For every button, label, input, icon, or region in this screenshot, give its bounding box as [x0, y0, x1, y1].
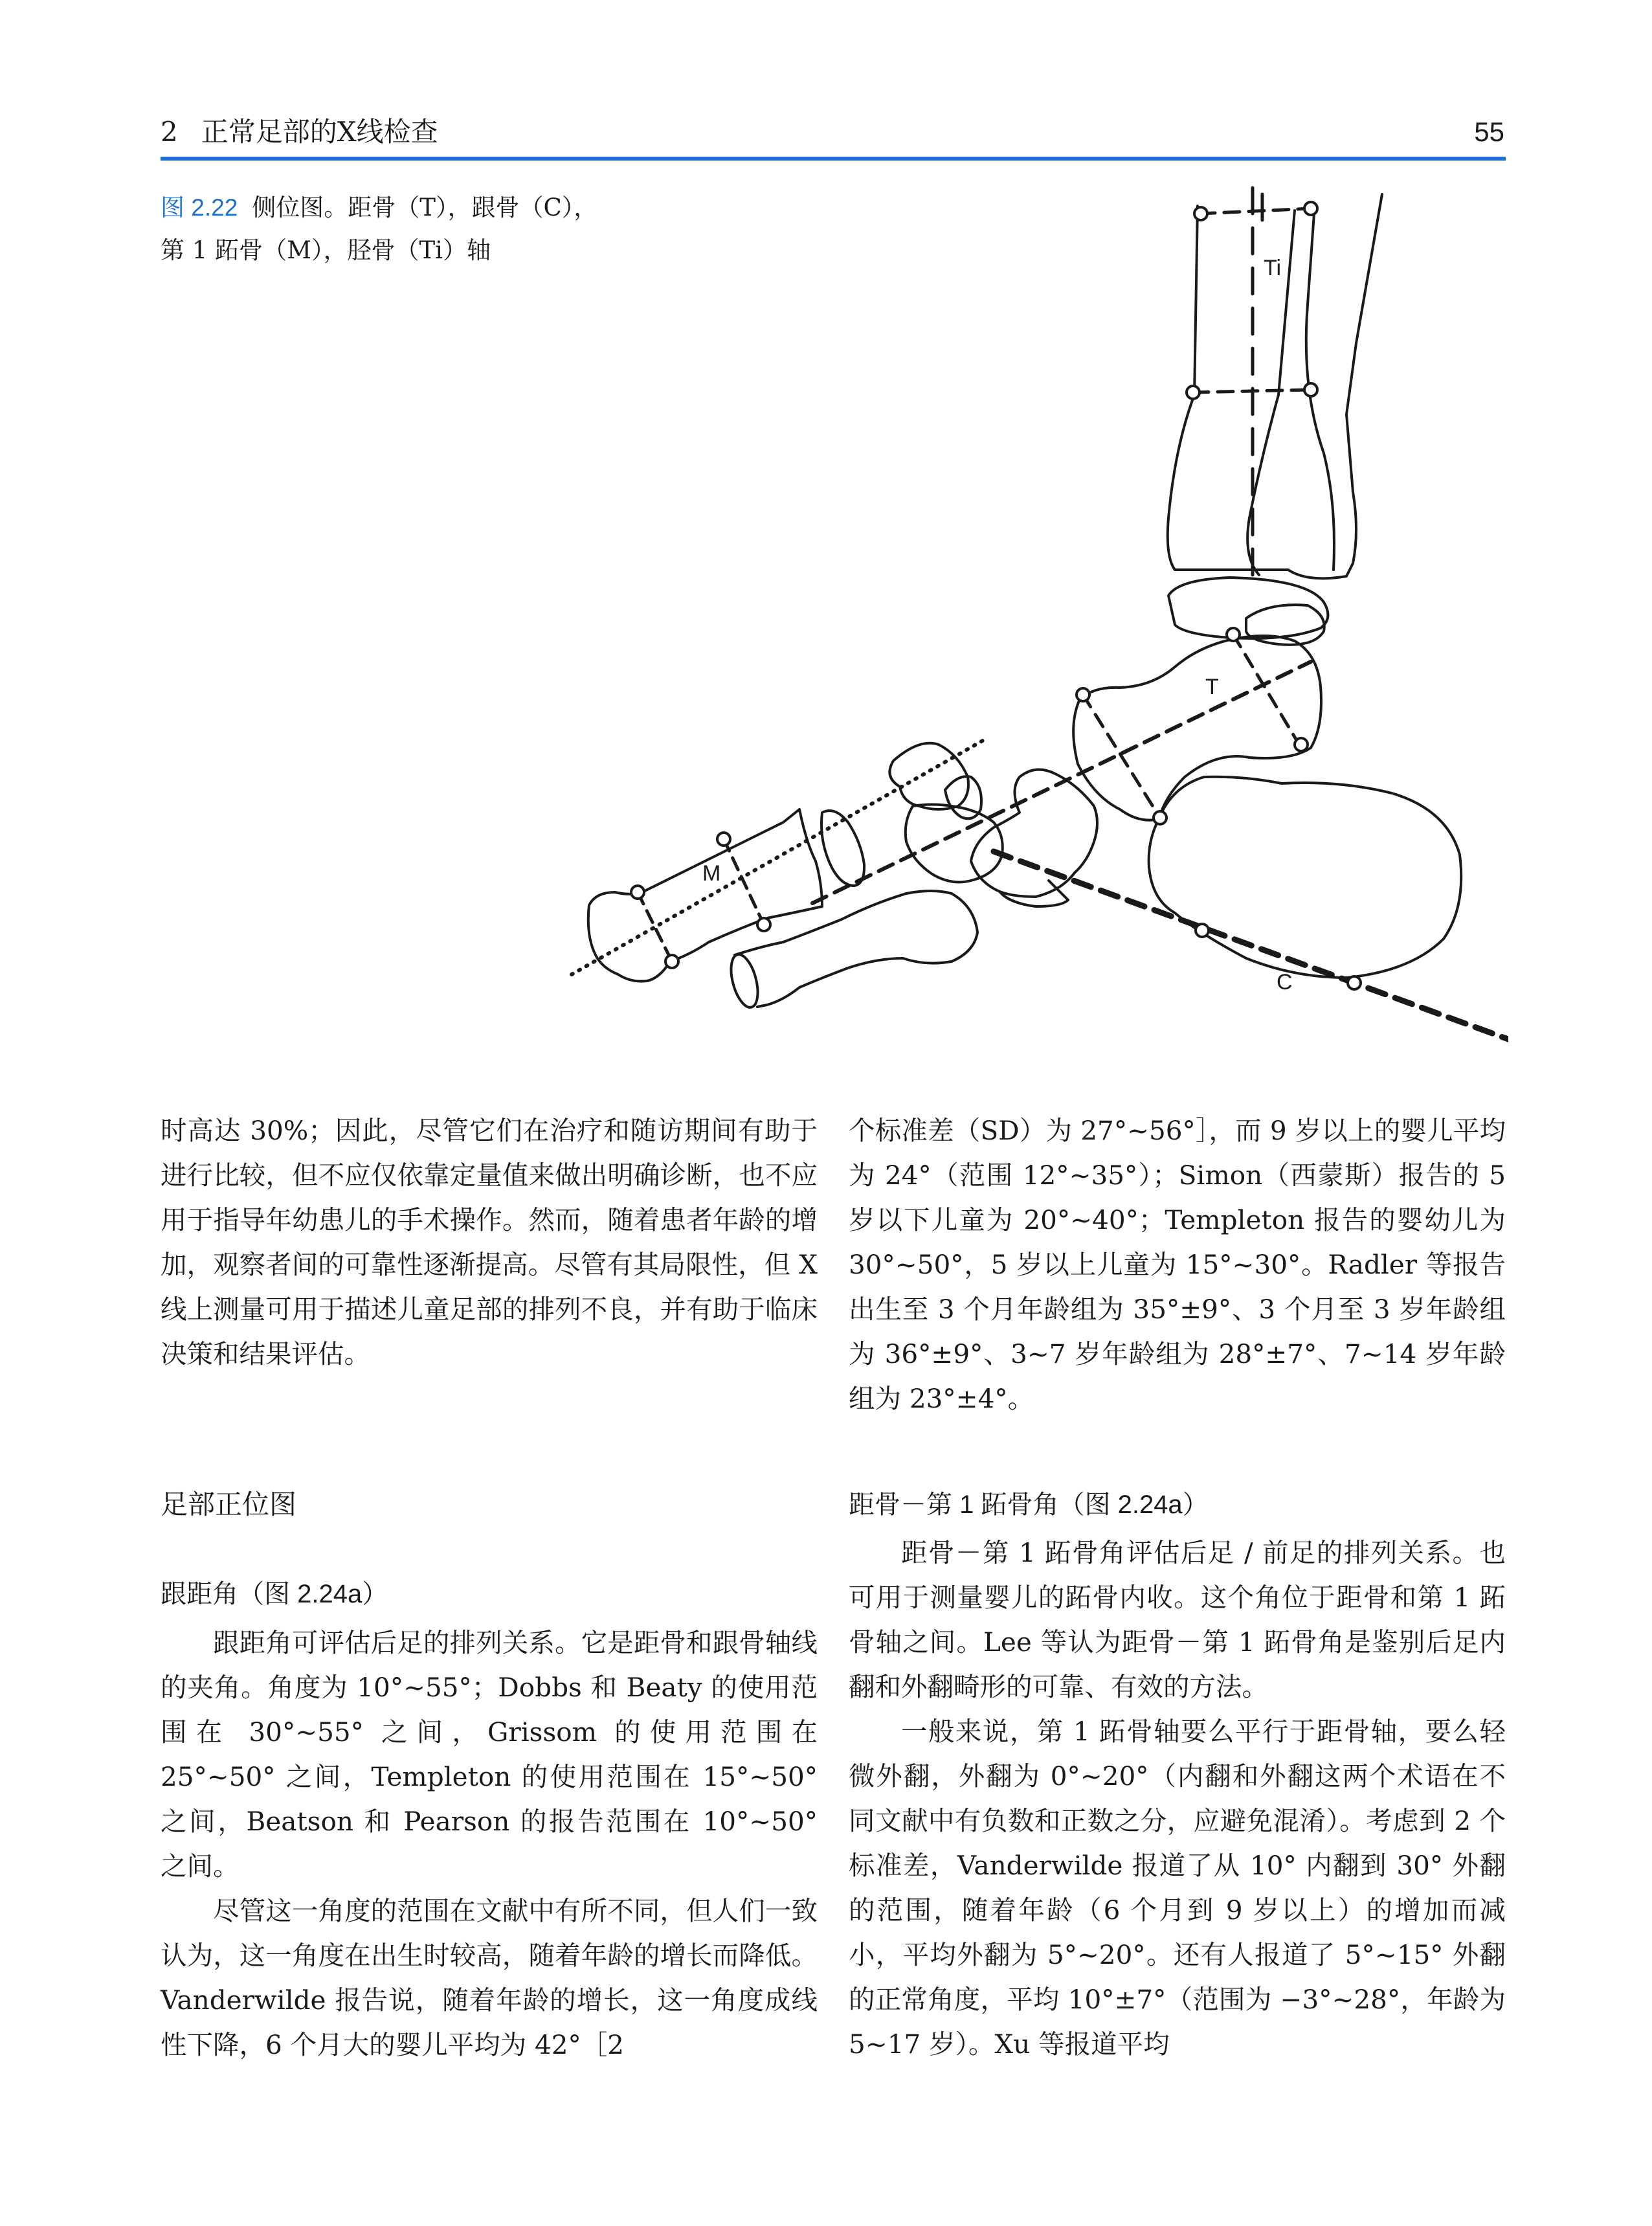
- section-title-ap-view: 足部正位图: [161, 1489, 297, 1520]
- point-talus-4: [1295, 738, 1308, 751]
- right-paragraph-1: 个标准差（SD）为 27°~56°］，而 9 岁以上的婴儿平均为 24°（范围 12°~35°）；Simon（西蒙斯）报告的 5 岁以下儿童为 20°~40°；Templeton 报告的婴幼儿为 30°~50°，5 岁以上儿童为 15°~30°。Radler 等报告出生至 3 个月年龄组为 35°±9°、3 个月至 3 岁年龄组为 36°±9°、3~7 岁年龄组为 28°±7°、7~14 岁年龄组为 23°±4°。: [849, 1115, 1506, 1414]
- talar-axis: [812, 662, 1311, 903]
- subsection-title-talocalcaneal: 跟距角（图 2.24a）: [161, 1580, 388, 1608]
- talar-dome: [1168, 578, 1328, 638]
- point-metatarsal-4: [757, 918, 770, 931]
- right-column-body: [849, 1531, 1506, 2067]
- metatarsal-width-line-2: [724, 839, 764, 925]
- right-paragraph-2: 距骨－第 1 跖骨角评估后足 / 前足的排列关系。也可用于测量婴儿的跖骨内收。这个角位于距骨和第 1 跖骨轴之间。Lee 等认为距骨－第 1 跖骨角是鉴别后足内翻和外翻畸形的可靠、有效的方法。: [849, 1537, 1506, 1702]
- point-tibia-2: [1304, 202, 1317, 215]
- point-metatarsal-2: [717, 833, 730, 846]
- foot-line-drawing: [563, 180, 1508, 1067]
- label-talus: T: [1205, 675, 1219, 699]
- metatarsal-width-line-1: [638, 892, 672, 961]
- point-talus-3: [1154, 811, 1166, 824]
- point-tibia-3: [1187, 386, 1200, 399]
- header-rule: [161, 157, 1506, 161]
- point-calcaneus-1: [1196, 924, 1209, 937]
- point-talus-2: [1227, 628, 1240, 641]
- point-calcaneus-2: [1348, 976, 1361, 989]
- label-metatarsal: M: [702, 861, 721, 886]
- tibia-width-line-lower: [1193, 390, 1311, 392]
- right-column-paragraph-1: [849, 1108, 1506, 1421]
- caption-line-2: 第 1 跖骨（M），胫骨（Ti）轴: [161, 236, 491, 264]
- medial-cuneiform: [889, 743, 968, 809]
- chapter-title: 正常足部的X线检查: [201, 116, 438, 148]
- point-tibia-4: [1304, 383, 1317, 396]
- point-metatarsal-3: [665, 955, 678, 968]
- figure-label: 图 2.22: [161, 194, 238, 221]
- fifth-metatarsal-end: [726, 952, 763, 1010]
- talus-width-line-1: [1083, 695, 1160, 818]
- navicular-outline: [971, 770, 1097, 897]
- left-column-body: [161, 1621, 818, 2067]
- point-talus-1: [1077, 688, 1089, 701]
- first-metatarsal: [588, 809, 822, 982]
- label-calcaneus: C: [1277, 970, 1293, 995]
- left-paragraph-3: 尽管这一角度的范围在文献中有所不同，但人们一致认为，这一角度在出生时较高，随着年龄的增长而降低。Vanderwilde 报告说，随着年龄的增长，这一角度成线性下降，6 个月大的婴儿平均为 42°［2: [161, 1895, 818, 2060]
- page-number: 55: [1474, 117, 1504, 147]
- intermediate-cuneiform: [906, 805, 1003, 883]
- fifth-metatarsal: [735, 891, 977, 1007]
- right-paragraph-3: 一般来说，第 1 跖骨轴要么平行于距骨轴，要么轻微外翻，外翻为 0°~20°（内翻和外翻这两个术语在不同文献中有负数和正数之分，应避免混淆）。考虑到 2 个标准差，Vanderwilde 报道了从 10° 内翻到 30° 外翻的范围，随着年龄（6 个月到 9 岁以上）的增加而减小，平均外翻为 5°~20°。还有人报道了 5°~15° 外翻的正常角度，平均 10°±7°（范围为 −3°~28°，年龄为 5~17 岁）。Xu 等报道平均: [849, 1716, 1506, 2060]
- label-tibia: Ti: [1264, 256, 1282, 280]
- talus-outline: [1073, 636, 1321, 820]
- left-column-paragraph-1: [161, 1108, 818, 1377]
- left-paragraph-1: 时高达 30%；因此，尽管它们在治疗和随访期间有助于进行比较，但不应仅依靠定量值来做出明确诊断，也不应用于指导年幼患儿的手术操作。然而，随着患者年龄的增加，观察者间的可靠性逐渐提高。尽管有其局限性，但 X 线上测量可用于描述儿童足部的排列不良，并有助于临床决策和结果评估。: [161, 1115, 818, 1369]
- caption-line-1: 侧位图。距骨（T），跟骨（C），: [252, 194, 598, 221]
- metatarsal-axis: [572, 738, 987, 974]
- tibia-outline: [1168, 194, 1382, 578]
- calcaneal-axis: [994, 851, 1508, 1039]
- subsection-title-talus-first-metatarsal: 距骨－第 1 跖骨角（图 2.24a）: [849, 1490, 1209, 1519]
- calcaneus-outline: [1149, 777, 1462, 978]
- left-paragraph-2: 跟距角可评估后足的排列关系。它是距骨和跟骨轴线的夹角。角度为 10°~55°；Dobbs 和 Beaty 的使用范围在 30°~55° 之间，Grissom 的使用范围在 25°~50° 之间，Templeton 的使用范围在 15°~50° 之间，Beatson 和 Pearson 的报告范围在 10°~50° 之间。: [161, 1627, 818, 1882]
- lateral-foot-diagram: [563, 180, 1508, 1067]
- point-tibia-1: [1194, 207, 1207, 220]
- talus-width-line-2: [1233, 635, 1301, 748]
- chapter-number: 2: [161, 116, 178, 148]
- running-header: [161, 114, 438, 150]
- point-metatarsal-1: [631, 886, 644, 899]
